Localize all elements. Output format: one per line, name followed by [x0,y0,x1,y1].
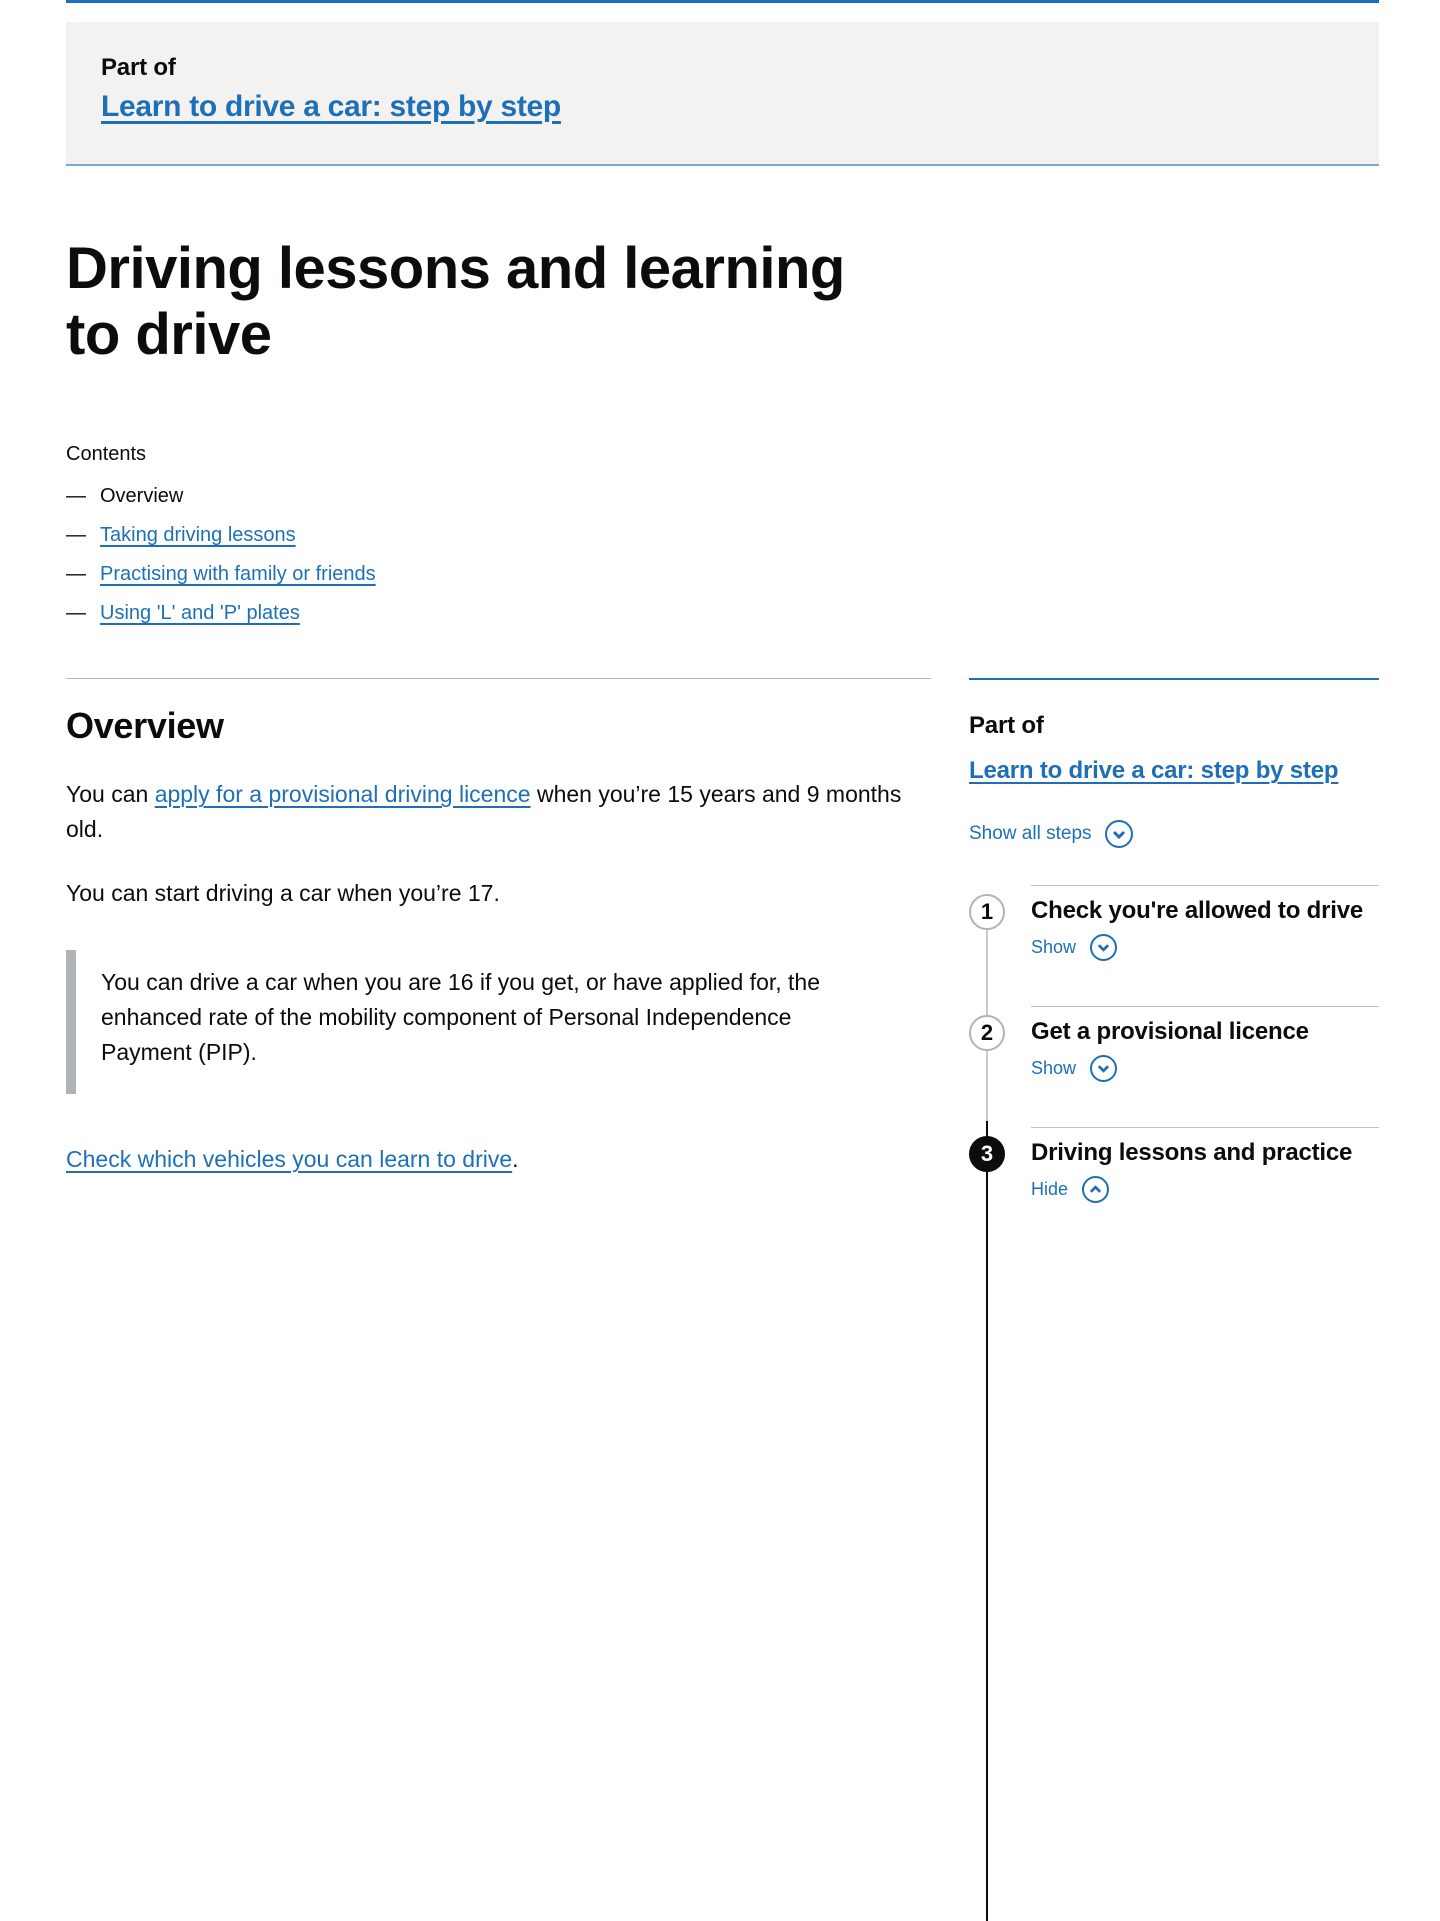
paragraph-text: You can [66,781,155,807]
contents-link-practising[interactable]: Practising with family or friends [100,563,376,585]
chevron-down-circle-icon [1105,820,1133,848]
step-item-1 [969,885,1379,1006]
check-vehicles-paragraph [66,1142,931,1177]
chevron-down-circle-icon [1090,1055,1117,1082]
step-divider [1031,885,1379,886]
step-by-step-sidebar [969,678,1379,1323]
step-divider [1031,1006,1379,1007]
contents-item-label-current: Overview [100,485,184,507]
inset-text-paragraph: You can drive a car when you are 16 if you get, or have applied for, the enhanced rate of the mobility component of Personal Independence Payment (PIP). [101,969,821,1065]
step-1-show-button[interactable] [1031,934,1379,961]
step-title: Driving lessons and practice [1031,1139,1353,1166]
inset-text-panel [66,950,931,1094]
column-gutter [931,678,969,1323]
step-number-badge: 1 [969,894,1005,930]
banner-part-of-label: Part of [101,54,176,81]
part-of-banner [66,22,1379,166]
step-item-2 [969,1006,1379,1127]
provisional-licence-paragraph [66,777,931,847]
contents-item-taking-lessons [66,523,1440,547]
contents-item-plates [66,601,1440,625]
overview-section [66,678,931,1323]
chevron-down-circle-icon [1090,934,1117,961]
sidebar-part-of-label: Part of [969,712,1044,739]
contents-heading: Contents [66,443,147,465]
paragraph-text: when you’re 15 years and 9 months old. [66,781,902,842]
step-title: Check you're allowed to drive [1031,897,1364,924]
contents-nav [66,442,1440,625]
dash-bullet: — [66,563,86,585]
step-toggle-label: Show [1031,937,1077,957]
banner-step-by-step-link[interactable]: Learn to drive a car: step by step [101,90,561,123]
apply-provisional-licence-link[interactable]: apply for a provisional driving licence [154,781,531,807]
overview-heading: Overview [66,705,224,746]
show-all-steps-label: Show all steps [969,823,1092,844]
age-17-paragraph: You can start driving a car when you’re 17. [66,880,500,906]
page-top-accent-rule [66,0,1379,3]
step-item-3-active [969,1127,1379,1323]
chevron-up-circle-icon [1082,1176,1109,1203]
step-3-hide-button[interactable] [1031,1176,1379,1203]
sidebar-step-by-step-link[interactable]: Learn to drive a car: step by step [969,757,1339,784]
step-number-badge-active: 3 [969,1136,1005,1172]
step-number-badge: 2 [969,1015,1005,1051]
contents-item-overview [66,484,1440,508]
step-title: Get a provisional licence [1031,1018,1309,1045]
check-vehicles-link[interactable]: Check which vehicles you can learn to drive [66,1146,513,1172]
dash-bullet: — [66,524,86,546]
step-2-show-button[interactable] [1031,1055,1379,1082]
step-divider [1031,1127,1379,1128]
contents-link-plates[interactable]: Using 'L' and 'P' plates [100,602,300,624]
step-nav-list [969,885,1379,1323]
show-all-steps-button[interactable] [969,820,1379,848]
step-toggle-label: Hide [1031,1179,1069,1199]
sentence-period: . [512,1146,519,1172]
dash-bullet: — [66,602,86,624]
contents-item-practising [66,562,1440,586]
dash-bullet: — [66,485,86,507]
contents-link-taking-lessons[interactable]: Taking driving lessons [100,524,296,546]
step-toggle-label: Show [1031,1058,1077,1078]
page-title: Driving lessons and learning to drive [66,236,845,367]
